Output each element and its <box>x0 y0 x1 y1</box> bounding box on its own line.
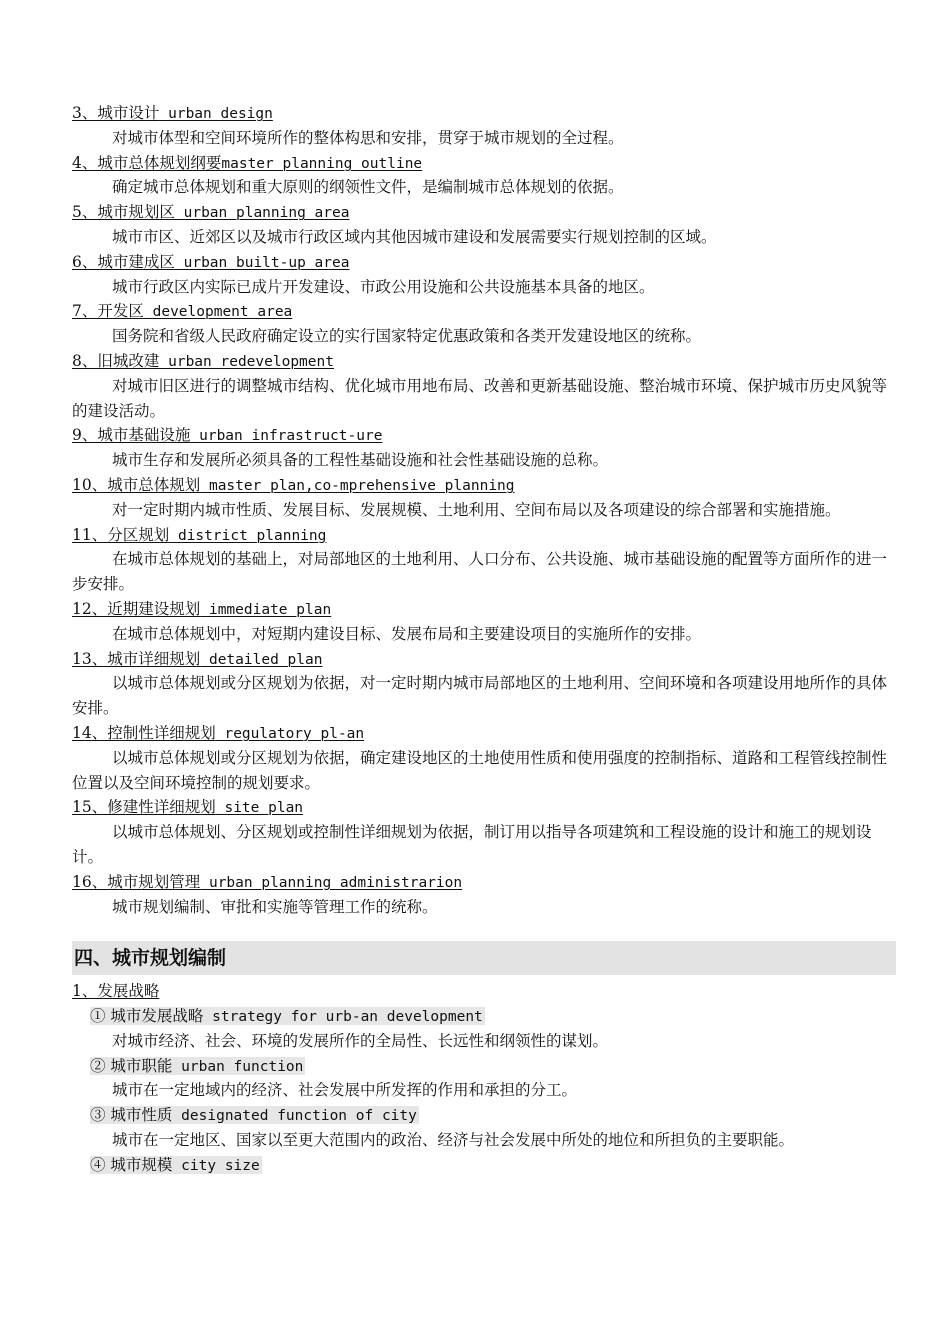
strategy-item-3 <box>72 1103 896 1153</box>
term-english: urban planning administrarion <box>200 874 463 891</box>
strategy-item-1 <box>72 1004 896 1054</box>
term-title: 3、城市设计 <box>72 104 160 122</box>
item-description: 城市在一定地域内的经济、社会发展中所发挥的作用和承担的分工。 <box>112 1081 578 1100</box>
item-english: strategy for urb-an development <box>203 1009 483 1026</box>
term-13 <box>72 647 896 721</box>
term-description: 城市行政区内实际已成片开发建设、市政公用设施和公共设施基本具备的地区。 <box>112 277 655 296</box>
term-title: 4、城市总体规划纲要 <box>72 153 222 172</box>
term-12 <box>72 597 896 647</box>
term-title: 15、修建性详细规划 <box>72 798 216 817</box>
item-english: urban function <box>172 1058 304 1075</box>
term-english: detailed plan <box>200 651 323 668</box>
strategy-item-2 <box>72 1054 896 1104</box>
term-description: 城市规划编制、审批和实施等管理工作的统称。 <box>112 897 438 916</box>
term-heading <box>72 200 896 225</box>
term-description: 以城市总体规划、分区规划或控制性详细规划为依据，制订用以指导各项建筑和工程设施的设计和施工的规划设计。 <box>72 823 872 866</box>
term-english: immediate plan <box>200 601 332 618</box>
term-title: 13、城市详细规划 <box>72 649 201 668</box>
item-description: 对城市经济、社会、环境的发展所作的全局性、长远性和纲领性的谋划。 <box>112 1031 609 1050</box>
term-title: 14、控制性详细规划 <box>72 723 216 742</box>
item-title: ② 城市职能 <box>90 1056 173 1075</box>
term-english: master plan,co-mprehensive planning <box>200 477 515 494</box>
term-description: 以城市总体规划或分区规划为依据，对一定时期内城市局部地区的土地利用、空间环境和各项建设用地所作的具体安排。 <box>72 674 888 718</box>
term-english: urban redevelopment <box>159 353 334 370</box>
term-title: 8、旧城改建 <box>72 351 160 370</box>
term-7 <box>72 299 896 349</box>
term-14 <box>72 721 896 795</box>
strategy-item-4 <box>72 1153 896 1178</box>
term-english: site plan <box>215 800 304 817</box>
term-description: 在城市总体规划中，对短期内建设目标、发展布局和主要建设项目的实施所作的安排。 <box>112 624 702 643</box>
term-english: regulatory pl-an <box>215 725 365 742</box>
term-heading <box>72 870 896 895</box>
item-heading <box>72 1054 896 1079</box>
term-heading <box>72 423 896 448</box>
item-description: 城市在一定地区、国家以至更大范围内的政治、经济与社会发展中所处的地位和所担负的主要职能。 <box>112 1131 795 1150</box>
item-english: city size <box>172 1157 260 1174</box>
item-title: ① 城市发展战略 <box>90 1007 204 1026</box>
item-heading <box>72 1103 896 1128</box>
term-heading <box>72 101 896 126</box>
term-heading <box>72 721 896 746</box>
term-english: urban design <box>159 106 273 122</box>
item-heading <box>72 1004 896 1029</box>
subsection-heading: 1、发展战略 <box>72 982 160 1001</box>
term-heading <box>72 795 896 820</box>
term-english: master planning outline <box>221 155 423 172</box>
term-description: 以城市总体规划或分区规划为依据，确定建设地区的土地使用性质和使用强度的控制指标、道路和工程管线控制性位置以及空间环境控制的规划要求。 <box>72 748 888 792</box>
item-title: ③ 城市性质 <box>90 1106 173 1125</box>
term-8 <box>72 349 896 423</box>
term-english: development area <box>143 304 293 321</box>
term-heading <box>72 473 896 498</box>
term-heading <box>72 151 896 176</box>
term-description: 城市生存和发展所必须具备的工程性基础设施和社会性基础设施的总称。 <box>112 451 609 470</box>
term-11 <box>72 523 896 597</box>
term-description: 在城市总体规划的基础上，对局部地区的土地利用、人口分布、公共设施、城市基础设施的配置等方面所作的进一步安排。 <box>72 550 888 594</box>
term-heading <box>72 299 896 324</box>
term-title: 11、分区规划 <box>72 525 170 544</box>
term-heading <box>72 523 896 548</box>
term-heading <box>72 250 896 275</box>
term-english: urban built-up area <box>174 254 350 271</box>
item-english: designated function of city <box>172 1108 417 1125</box>
term-description: 对城市旧区进行的调整城市结构、优化城市用地布局、改善和更新基础设施、整治城市环境、保护城市历史风貌等的建设活动。 <box>72 376 888 420</box>
term-description: 国务院和省级人民政府确定设立的实行国家特定优惠政策和各类开发建设地区的统称。 <box>112 327 702 346</box>
term-9 <box>72 423 896 473</box>
term-15 <box>72 795 896 869</box>
term-heading <box>72 647 896 672</box>
term-description: 对一定时期内城市性质、发展目标、发展规模、土地利用、空间布局以及各项建设的综合部署和实施措施。 <box>112 500 841 519</box>
term-10 <box>72 473 896 523</box>
term-title: 6、城市建成区 <box>72 252 175 271</box>
term-5 <box>72 200 896 250</box>
term-english: urban infrastruct-ure <box>190 428 383 445</box>
item-heading <box>72 1153 896 1178</box>
term-description: 对城市体型和空间环境所作的整体构思和安排，贯穿于城市规划的全过程。 <box>112 128 624 147</box>
term-heading <box>72 597 896 622</box>
term-title: 9、城市基础设施 <box>72 426 191 445</box>
term-heading <box>72 349 896 374</box>
term-6 <box>72 250 896 300</box>
term-english: urban planning area <box>174 205 350 222</box>
term-title: 16、城市规划管理 <box>72 872 201 891</box>
document-page <box>72 101 896 1178</box>
term-english: district planning <box>169 527 327 544</box>
term-4 <box>72 151 896 201</box>
term-title: 10、城市总体规划 <box>72 475 201 494</box>
item-title: ④ 城市规模 <box>90 1155 173 1174</box>
term-3 <box>72 101 896 151</box>
term-title: 7、开发区 <box>72 302 144 321</box>
section-heading: 四、城市规划编制 <box>72 941 896 975</box>
term-description: 城市市区、近郊区以及城市行政区域内其他因城市建设和发展需要实行规划控制的区域。 <box>112 227 717 246</box>
term-title: 5、城市规划区 <box>72 203 175 222</box>
term-16 <box>72 870 896 920</box>
term-description: 确定城市总体规划和重大原则的纲领性文件，是编制城市总体规划的依据。 <box>112 178 624 197</box>
term-title: 12、近期建设规划 <box>72 599 201 618</box>
